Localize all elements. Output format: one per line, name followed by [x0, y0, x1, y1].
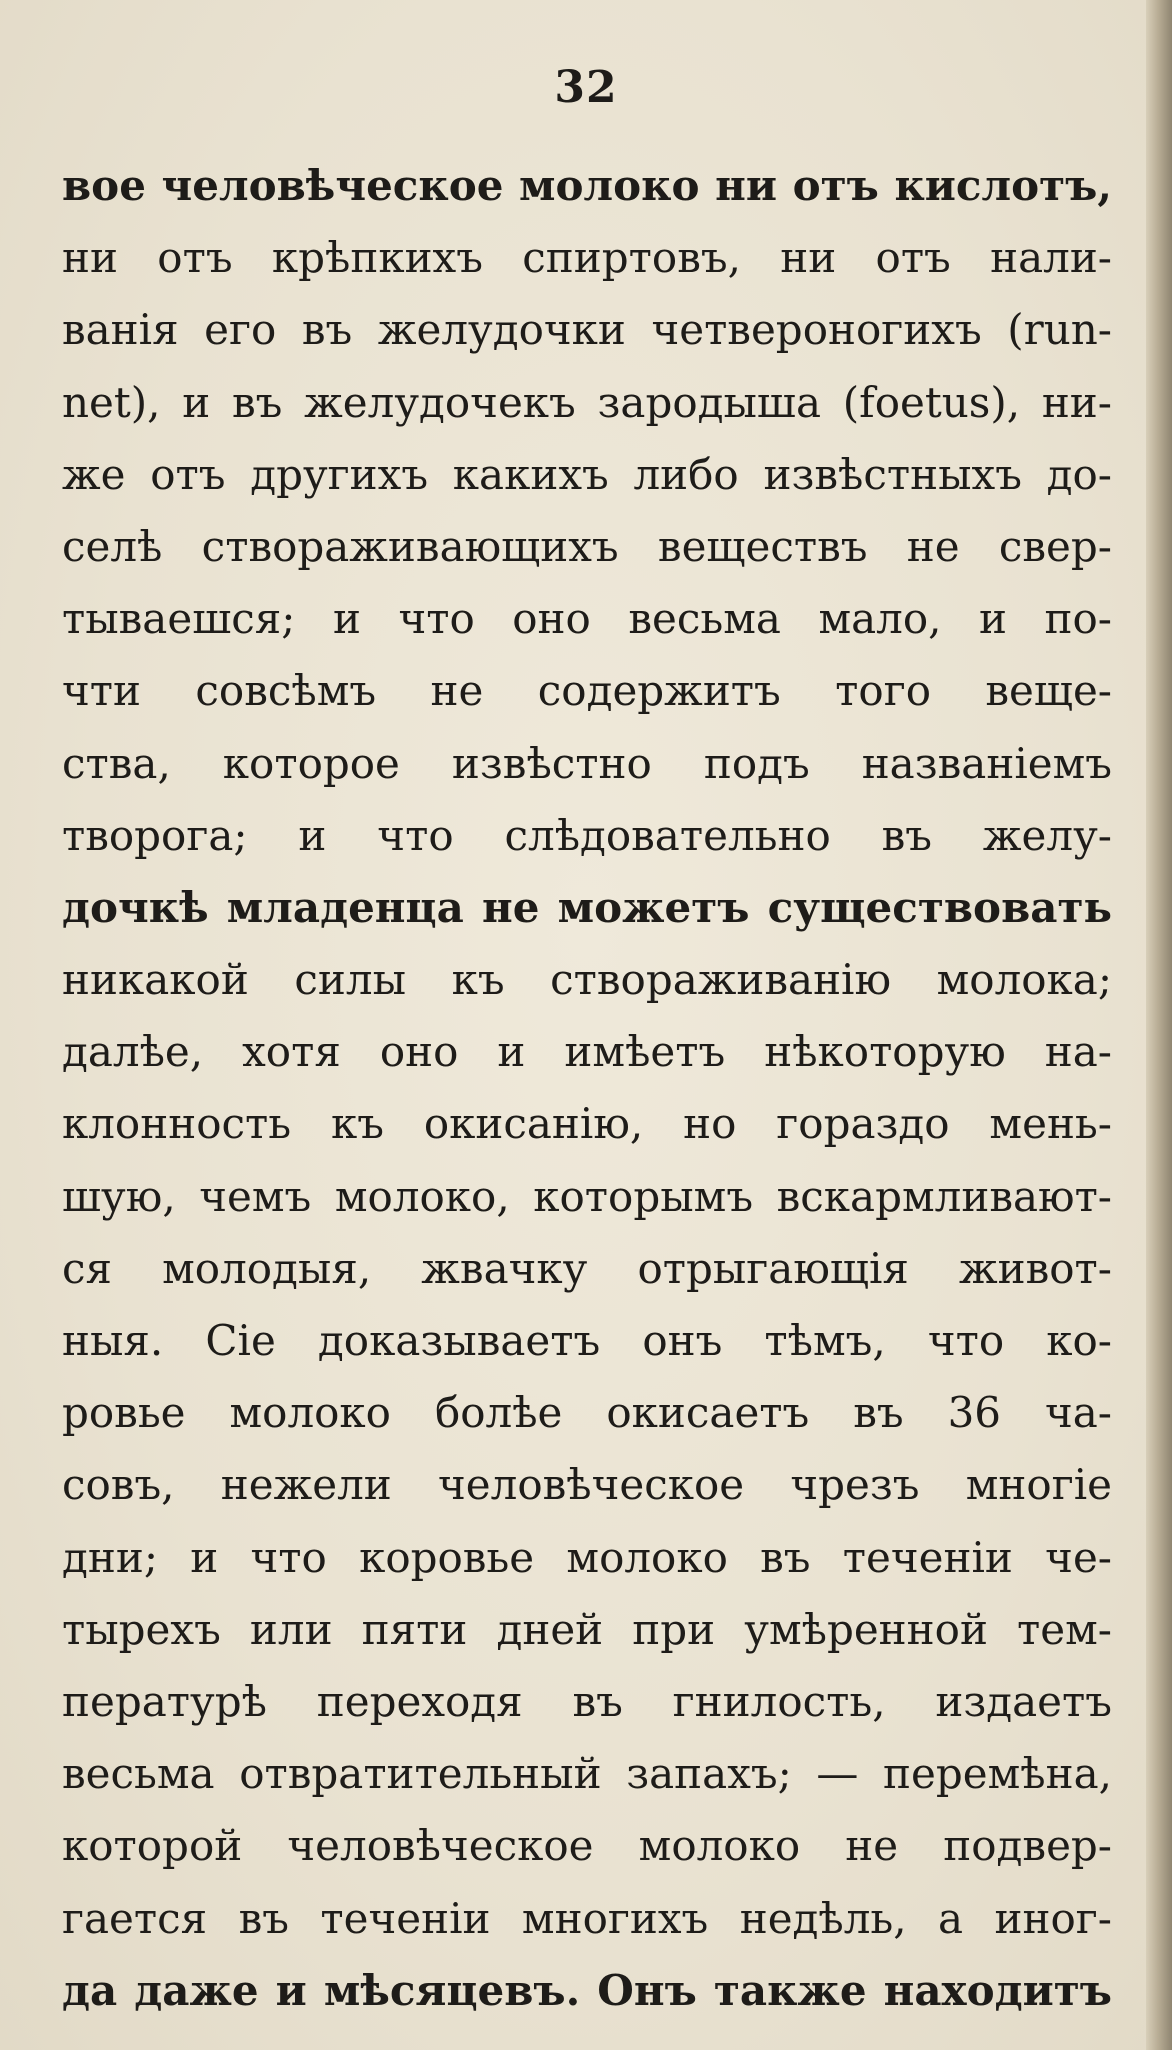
text-line: ся молодыя, жвачку отрыгающія живот- [62, 1243, 1112, 1293]
text-line: дни; и что коровье молоко въ теченіи че- [62, 1532, 1112, 1582]
text-line: совъ, нежели человѣческое чрезъ многіе [62, 1460, 1112, 1510]
text-line: клонность къ окисанію, но гораздо мень- [62, 1099, 1112, 1149]
text-line: же отъ другихъ какихъ либо извѣстныхъ до- [62, 449, 1112, 499]
page-edge-shadow [1146, 0, 1172, 2050]
text-line: селѣ створаживающихъ веществъ не свер- [62, 521, 1112, 571]
text-line: net), и въ желудочекъ зародыша (foetus), ни- [62, 377, 1112, 427]
text-line: весьма отвратительный запахъ; — перемѣна, [62, 1749, 1112, 1799]
page-number: 32 [554, 62, 618, 113]
text-line: которой человѣческое молоко не подвер- [62, 1821, 1112, 1871]
text-line: ныя. Сіе доказываетъ онъ тѣмъ, что ко- [62, 1316, 1112, 1365]
text-line: никакой силы къ створаживанію молока; [62, 955, 1112, 1005]
body-text [62, 150, 1112, 2027]
text-line: шую, чемъ молоко, которымъ вскармливают- [62, 1171, 1112, 1221]
text-line: гается въ теченіи многихъ недѣль, а иног- [62, 1893, 1112, 1943]
text-line: ства, которое извѣстно подъ названіемъ [62, 738, 1112, 788]
text-line: да даже и мѣсяцевъ. Онъ также находитъ [62, 1965, 1112, 2015]
text-line: тываешся; и что оно весьма мало, и по- [62, 594, 1112, 644]
text-line: ванія его въ желудочки четвероногихъ (run- [62, 305, 1112, 355]
text-line: вое человѣческое молоко ни отъ кислотъ, [62, 161, 1112, 210]
text-line: ровье молоко болѣе окисаетъ въ 36 ча- [62, 1388, 1112, 1438]
text-line: далѣе, хотя оно и имѣетъ нѣкоторую на- [62, 1027, 1112, 1077]
text-line: тырехъ или пяти дней при умѣренной тем- [62, 1604, 1112, 1654]
text-line: творога; и что слѣдовательно въ желу- [62, 810, 1112, 860]
text-line: пературѣ переходя въ гнилость, издаетъ [62, 1676, 1112, 1726]
text-line: чти совсѣмъ не содержитъ того веще- [62, 666, 1112, 716]
text-line: дочкѣ младенца не можетъ существовать [62, 882, 1112, 932]
text-line: ни отъ крѣпкихъ спиртовъ, ни отъ нали- [62, 233, 1112, 283]
